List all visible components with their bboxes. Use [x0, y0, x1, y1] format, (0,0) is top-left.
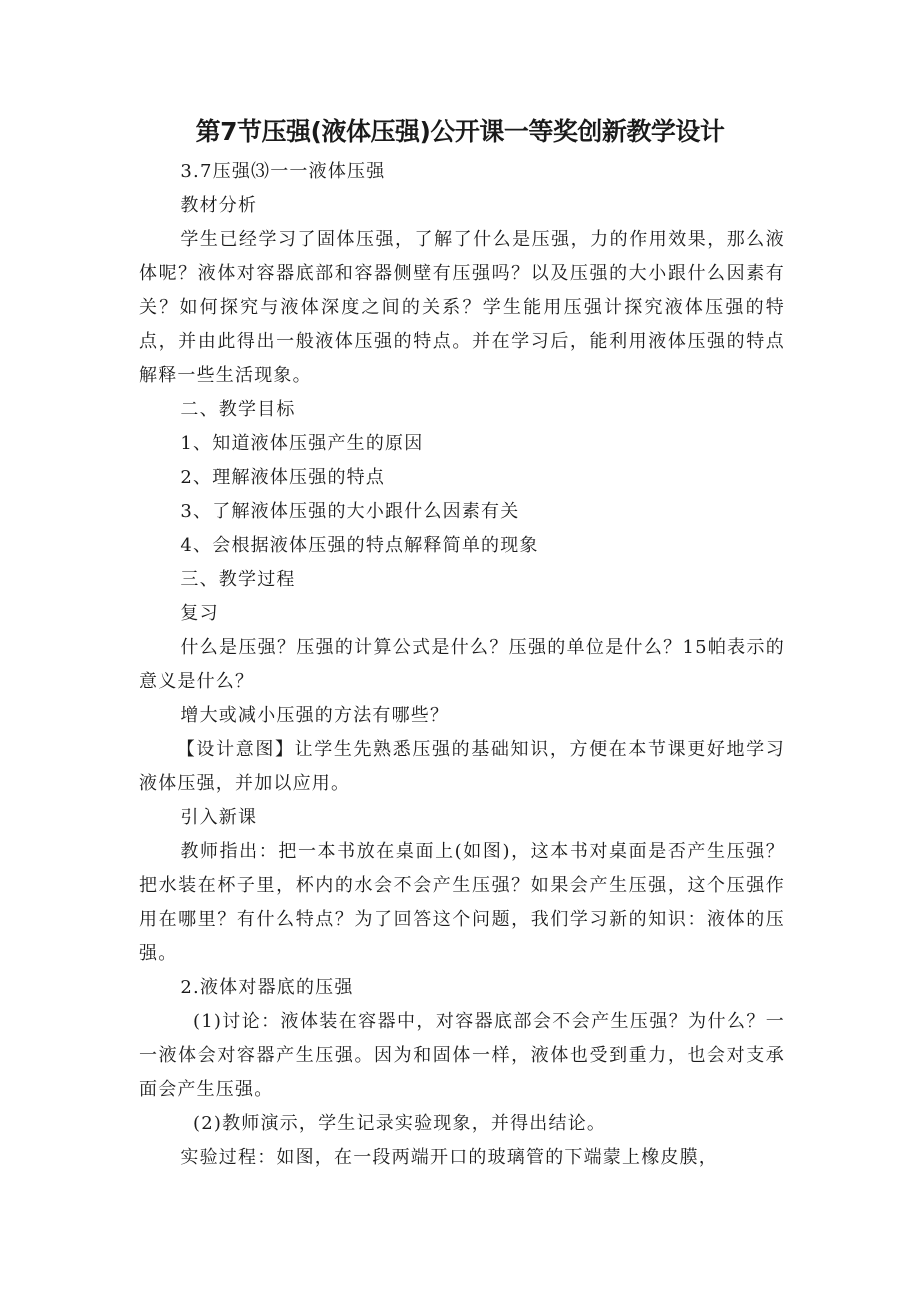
subsection-heading: 2.液体对器底的压强 [180, 977, 354, 998]
document-body [139, 155, 785, 1175]
paragraph: (2)教师演示，学生记录实验现象，并得出结论。 [193, 1113, 607, 1134]
subsection-heading: 二、教学目标 [180, 399, 296, 420]
section-heading: 3.7压强⑶一一液体压强 [180, 161, 386, 182]
subsection-heading: 三、教学过程 [180, 569, 296, 590]
design-intent-paragraph: 【设计意图】让学生先熟悉压强的基础知识，方便在本节课更好地学习液体压强，并加以应用。 [139, 739, 785, 794]
paragraph: 什么是压强？压强的计算公式是什么？压强的单位是什么？15帕表示的意义是什么？ [139, 637, 785, 692]
list-item: 1、知道液体压强产生的原因 [180, 433, 424, 454]
document-title: 第7节压强(液体压强)公开课一等奖创新教学设计 [195, 117, 725, 146]
list-item: 2、理解液体压强的特点 [180, 467, 386, 488]
subsection-heading: 复习 [180, 603, 219, 624]
subsection-heading: 引入新课 [180, 807, 258, 828]
paragraph: (1)讨论：液体装在容器中，对容器底部会不会产生压强？为什么？一一液体会对容器产生压强。因为和固体一样，液体也受到重力，也会对支承面会产生压强。 [139, 1011, 785, 1100]
paragraph: 实验过程：如图，在一段两端开口的玻璃管的下端蒙上橡皮膜， [180, 1147, 718, 1168]
paragraph: 教师指出：把一本书放在桌面上(如图)，这本书对桌面是否产生压强？把水装在杯子里，杯内的水会不会产生压强？如果会产生压强，这个压强作用在哪里？有什么特点？为了回答这个问题，我们学习新的知识：液体的压强。 [139, 841, 785, 964]
paragraph: 学生已经学习了固体压强，了解了什么是压强，力的作用效果，那么液体呢？液体对容器底部和容器侧壁有压强吗？以及压强的大小跟什么因素有关？如何探究与液体深度之间的关系？学生能用压强计探究液体压强的特点，并由此得出一般液体压强的特点。并在学习后，能利用液体压强的特点解释一些生活现象。 [139, 229, 785, 386]
list-item: 3、了解液体压强的大小跟什么因素有关 [180, 501, 520, 522]
subsection-heading: 教材分析 [180, 195, 258, 216]
list-item: 4、会根据液体压强的特点解释简单的现象 [180, 535, 539, 556]
paragraph: 增大或减小压强的方法有哪些？ [180, 705, 450, 726]
